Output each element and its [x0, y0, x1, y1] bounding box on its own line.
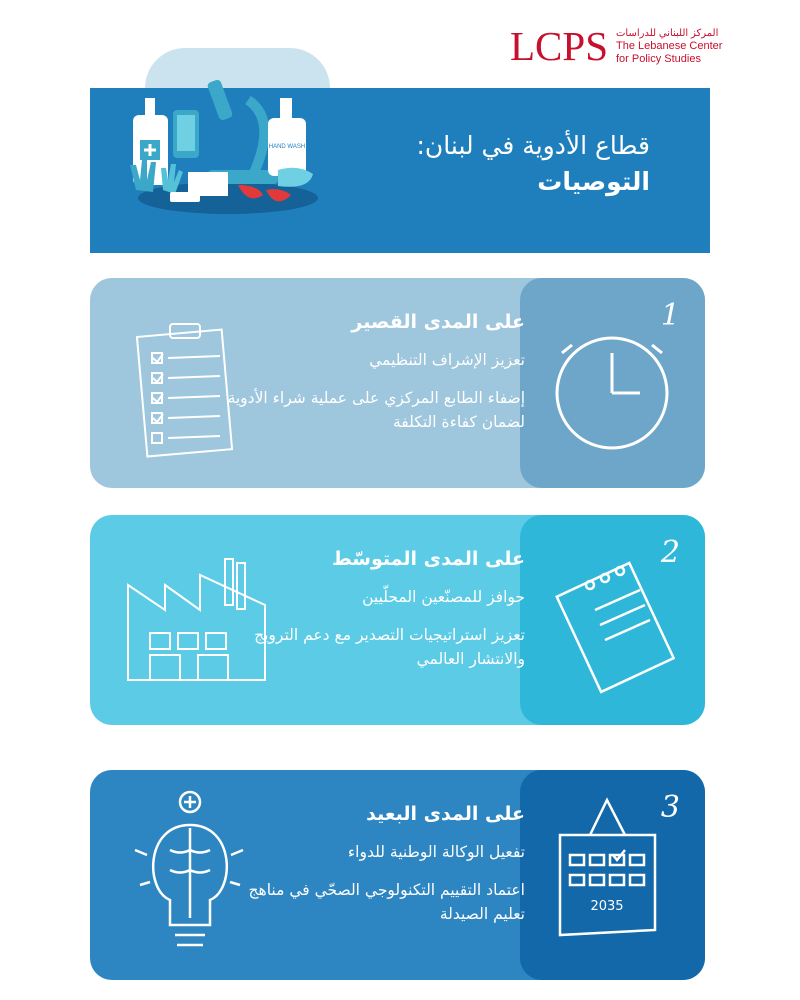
card-number: 1	[660, 298, 680, 333]
card-text	[225, 308, 525, 448]
page-title: قطاع الأدوية في لبنان:	[416, 131, 650, 160]
logo-line2: for Policy Studies	[616, 53, 701, 65]
card-number: 3	[660, 790, 680, 825]
card-item: تعزيز استراتيجيات التصدير مع دعم الترويج والانتشار العالمي	[254, 626, 525, 668]
page-subtitle: التوصيات	[537, 167, 650, 196]
card-heading: على المدى القصير	[351, 311, 525, 333]
factory-icon	[120, 555, 270, 685]
card-number: 2	[660, 535, 680, 570]
card-text	[225, 545, 525, 685]
recommendation-card-medium-term	[90, 515, 705, 725]
card-item: تفعيل الوكالة الوطنية للدواء	[347, 843, 525, 861]
card-item: تعزيز الإشراف التنظيمي	[369, 351, 525, 369]
recommendation-card-short-term	[90, 278, 705, 488]
header-title-block	[417, 128, 651, 200]
card-text	[225, 800, 525, 940]
medical-supplies-icon	[118, 60, 328, 220]
brain-lightbulb-icon	[125, 790, 255, 960]
card-heading: على المدى البعيد	[366, 803, 525, 825]
card-heading: على المدى المتوسّط	[331, 548, 525, 570]
lcps-logo	[510, 23, 723, 69]
logo-text	[616, 27, 722, 66]
logo-line1: The Lebanese Center	[616, 40, 723, 52]
recommendation-card-long-term	[90, 770, 705, 980]
logo-arabic: المركز اللبناني للدراسات	[616, 28, 719, 39]
hand-wash-label: HAND WASH	[268, 144, 306, 150]
clipboard-checklist-icon	[130, 318, 240, 458]
card-item: إضفاء الطابع المركزي على عملية شراء الأدوية لضمان كفاءة التكلفة	[227, 389, 525, 431]
calendar-year: 2035	[590, 899, 624, 914]
logo-mark: LCPS	[510, 23, 608, 69]
notepad-icon	[555, 555, 675, 695]
calendar-icon	[540, 795, 675, 950]
card-item: حوافز للمصنّعين المحلّيين	[362, 588, 525, 606]
card-item: اعتماد التقييم التكنولوجي الصحّي في مناهج تعليم الصيدلة	[248, 881, 525, 923]
clock-icon	[550, 323, 680, 453]
